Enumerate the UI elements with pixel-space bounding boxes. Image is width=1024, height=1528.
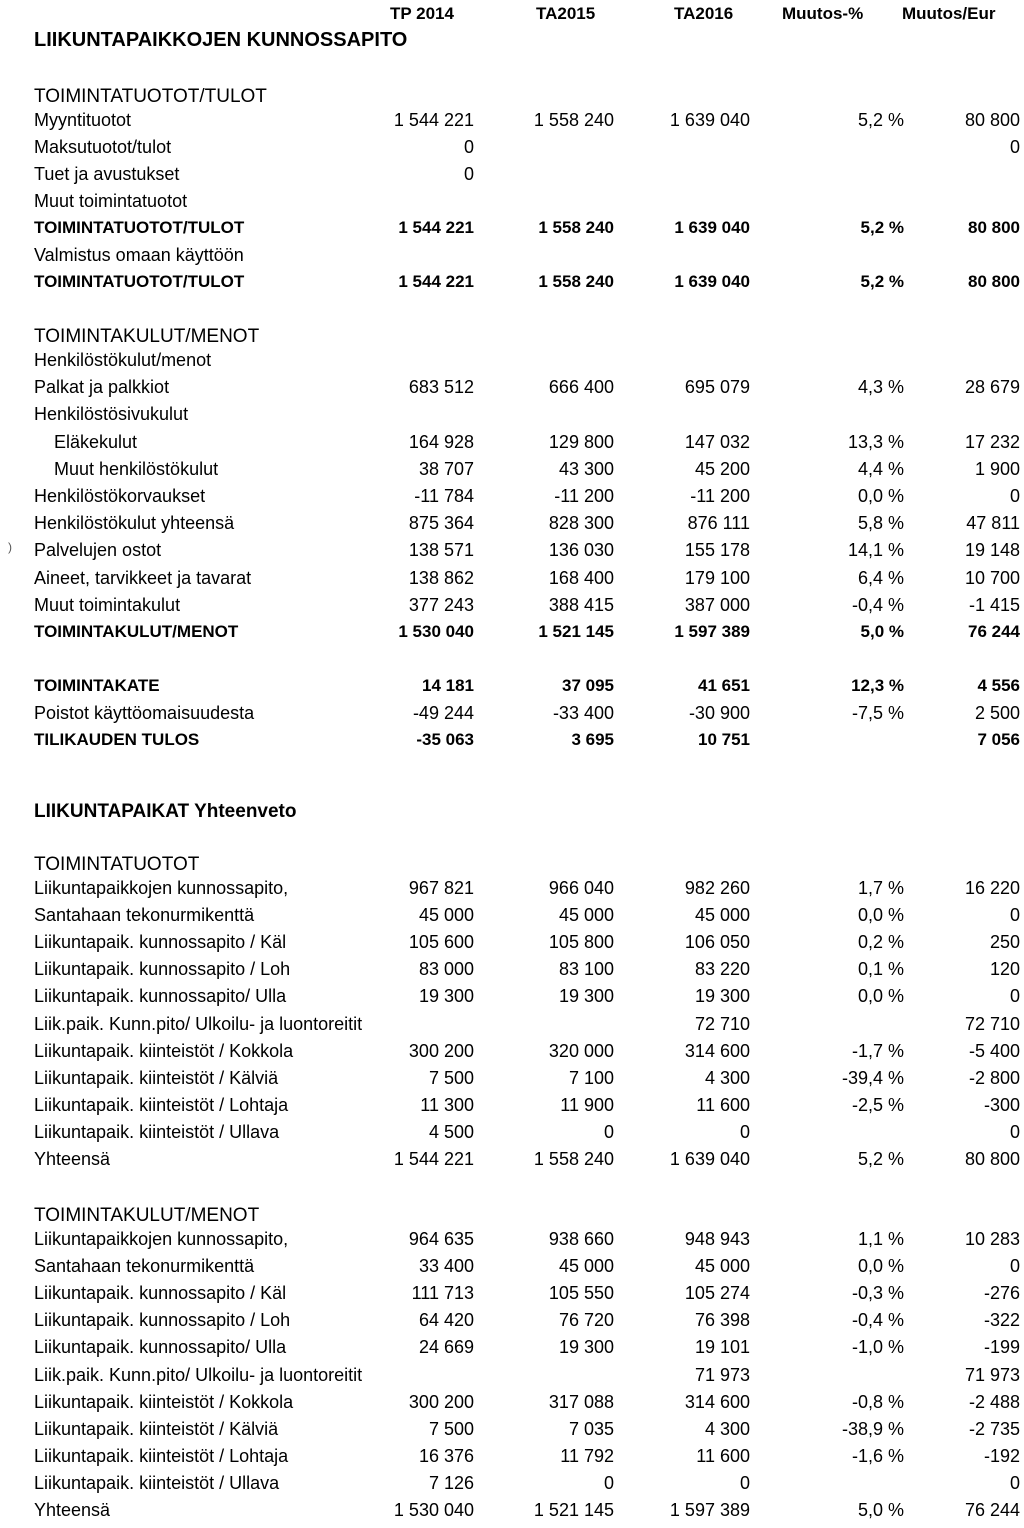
cell-c1: 33 400 (418, 1256, 474, 1277)
cell-c3: 106 050 (684, 932, 750, 953)
cell-c3: 4 300 (704, 1418, 750, 1439)
col-header-ta2015: TA2015 (536, 4, 596, 23)
cell-c5: 80 800 (964, 110, 1020, 130)
table-row (0, 730, 1024, 758)
row-label: Liikuntapaik. kiinteistöt / Ullava (34, 1472, 280, 1493)
cell-c4: 4,4 % (857, 458, 904, 479)
cell-c5: 80 800 (968, 272, 1020, 291)
cell-c3: 179 100 (684, 567, 750, 588)
row-label: Liikuntapaikkojen kunnossapito, (34, 878, 289, 898)
cell-c3: 83 220 (694, 959, 750, 980)
cell-c2: 1 558 240 (538, 218, 614, 237)
cell-c1: -11 784 (414, 486, 474, 506)
row-label: Valmistus omaan käyttöön (34, 245, 244, 265)
cell-c1: 377 243 (408, 594, 474, 615)
row-label: Palvelujen ostot (34, 540, 162, 561)
row-label: TOIMINTAKATE (34, 676, 160, 695)
table-row (0, 622, 1024, 650)
cell-c5: 0 (1009, 905, 1020, 926)
cell-c3: 982 260 (684, 878, 750, 898)
cell-c4: 4,3 % (857, 377, 904, 398)
table-row (0, 1149, 1024, 1177)
cell-c4: 5,0 % (857, 1500, 904, 1520)
cell-c2: 3 695 (571, 730, 614, 749)
cell-c4: 0,2 % (857, 932, 904, 953)
table-row (0, 676, 1024, 704)
row-label: Liikuntapaik. kunnossapito / Loh (34, 959, 291, 980)
cell-c3: 1 597 389 (674, 622, 750, 641)
row-label: Myyntituotot (34, 110, 132, 130)
summary-expense-title: TOIMINTAKULUT/MENOT (34, 1205, 260, 1226)
cell-c1: 1 544 221 (398, 272, 474, 291)
table-row (0, 459, 1024, 487)
cell-c5: 0 (1009, 1472, 1020, 1493)
cell-c4: 5,2 % (860, 218, 904, 237)
table-row (0, 377, 1024, 405)
cell-c3: 0 (739, 1472, 750, 1493)
row-label: Liikuntapaik. kunnossapito / Loh (34, 1310, 291, 1331)
cell-c2: 0 (603, 1472, 614, 1493)
cell-c4: 0,0 % (857, 905, 904, 926)
table-row (0, 1365, 1024, 1393)
cell-c2: 37 095 (562, 676, 614, 695)
cell-c3: 45 000 (694, 1256, 750, 1277)
cell-c4: -1,0 % (851, 1337, 904, 1358)
table-row (0, 1095, 1024, 1123)
cell-c1: -49 244 (412, 703, 474, 723)
cell-c3: -30 900 (688, 703, 750, 723)
cell-c3: 10 751 (698, 730, 750, 749)
cell-c3: 948 943 (684, 1229, 750, 1249)
row-label: Liikuntapaik. kunnossapito / Käl (34, 1283, 287, 1304)
cell-c1: 0 (463, 164, 474, 184)
cell-c1: 11 300 (420, 1094, 474, 1115)
cell-c5: 7 056 (977, 730, 1020, 749)
row-label: Muut toimintatuotot (34, 191, 188, 211)
page-title: LIIKUNTAPAIKKOJEN KUNNOSSAPITO (34, 29, 408, 51)
cell-c1: 7 500 (428, 1418, 474, 1439)
cell-c1: 138 571 (408, 540, 474, 561)
table-row (0, 110, 1024, 138)
table-row (0, 1014, 1024, 1042)
cell-c3: 41 651 (698, 676, 750, 695)
cell-c4: 5,8 % (857, 513, 904, 534)
cell-c5: 17 232 (964, 431, 1020, 452)
cell-c5: 0 (1009, 1256, 1020, 1277)
col-header-change-eur: Muutos/Eur (902, 4, 996, 23)
cell-c5: 0 (1009, 1121, 1020, 1142)
cell-c3: 4 300 (704, 1067, 750, 1088)
cell-c3: 314 600 (684, 1040, 750, 1061)
cell-c1: 300 200 (408, 1040, 474, 1061)
cell-c4: -1,7 % (851, 1040, 904, 1061)
row-label: Liikuntapaik. kiinteistöt / Kälviä (34, 1067, 279, 1088)
col-header-change-pct: Muutos-% (782, 4, 864, 23)
table-row (0, 1041, 1024, 1069)
cell-c1: 1 530 040 (398, 622, 474, 641)
col-header-ta2016: TA2016 (674, 4, 734, 23)
cell-c4: 12,3 % (851, 676, 904, 695)
cell-c3: 19 101 (694, 1337, 750, 1358)
row-label: Liikuntapaik. kiinteistöt / Kokkola (34, 1391, 294, 1412)
cell-c1: 1 544 221 (393, 110, 474, 130)
cell-c5: 2 500 (974, 703, 1020, 723)
cell-c1: -35 063 (416, 730, 474, 749)
table-row (0, 1229, 1024, 1257)
table-row (0, 1256, 1024, 1284)
cell-c3: 1 639 040 (669, 110, 750, 130)
cell-c3: 105 274 (684, 1283, 750, 1304)
cell-c4: -2,5 % (851, 1094, 904, 1115)
row-label: Muut henkilöstökulut (54, 458, 219, 479)
cell-c2: 7 035 (568, 1418, 614, 1439)
cell-c3: 19 300 (694, 986, 750, 1007)
table-row (0, 191, 1024, 219)
cell-c2: 11 792 (560, 1445, 614, 1466)
cell-c2: 1 558 240 (533, 110, 614, 130)
cell-c2: 317 088 (548, 1391, 614, 1412)
cell-c1: 164 928 (408, 431, 474, 452)
cell-c1: 45 000 (418, 905, 474, 926)
row-label: Yhteensä (34, 1500, 111, 1520)
row-label: Poistot käyttöomaisuudesta (34, 703, 255, 723)
cell-c3: 155 178 (684, 540, 750, 561)
table-row (0, 1068, 1024, 1096)
cell-c2: 388 415 (548, 594, 614, 615)
cell-c2: 105 800 (548, 932, 614, 953)
cell-c3: 71 973 (694, 1364, 750, 1385)
cell-c5: 0 (1009, 486, 1020, 506)
cell-c5: -322 (983, 1310, 1020, 1331)
table-row (0, 1310, 1024, 1338)
row-label: Santahaan tekonurmikenttä (34, 1256, 255, 1277)
table-row (0, 959, 1024, 987)
cell-c4: -38,9 % (841, 1418, 904, 1439)
cell-c1: 38 707 (418, 458, 474, 479)
cell-c1: 7 126 (428, 1472, 474, 1493)
cell-c4: 14,1 % (847, 540, 904, 561)
cell-c1: 83 000 (418, 959, 474, 980)
row-label: Liikuntapaik. kunnossapito/ Ulla (34, 986, 287, 1007)
row-label: Muut toimintakulut (34, 594, 181, 615)
cell-c5: 120 (989, 959, 1020, 980)
row-label: TOIMINTAKULUT/MENOT (34, 622, 239, 641)
row-label: Santahaan tekonurmikenttä (34, 905, 255, 926)
cell-c3: 1 639 040 (674, 272, 750, 291)
table-row (0, 245, 1024, 273)
col-header-tp2014: TP 2014 (390, 4, 454, 23)
cell-c3: 695 079 (684, 377, 750, 398)
cell-c3: 387 000 (684, 594, 750, 615)
cell-c5: 10 283 (964, 1229, 1020, 1249)
cell-c4: 1,1 % (857, 1229, 904, 1249)
row-label: Maksutuotot/tulot (34, 137, 172, 157)
cell-c5: -5 400 (968, 1040, 1020, 1061)
cell-c4: 0,1 % (857, 959, 904, 980)
table-row (0, 540, 1024, 568)
row-label: Liikuntapaik. kiinteistöt / Lohtaja (34, 1094, 289, 1115)
cell-c5: -1 415 (968, 594, 1020, 615)
cell-c3: 72 710 (694, 1013, 750, 1034)
cell-c3: 11 600 (696, 1445, 750, 1466)
cell-c4: -0,4 % (851, 1310, 904, 1331)
cell-c5: 0 (1009, 986, 1020, 1007)
cell-c5: -276 (983, 1283, 1020, 1304)
table-row (0, 1122, 1024, 1150)
cell-c2: 666 400 (548, 377, 614, 398)
cell-c5: -300 (983, 1094, 1020, 1115)
cell-c1: 683 512 (408, 377, 474, 398)
cell-c3: 876 111 (687, 513, 750, 534)
cell-c4: 5,2 % (860, 272, 904, 291)
table-row (0, 1500, 1024, 1528)
table-row (0, 703, 1024, 731)
cell-c3: 76 398 (694, 1310, 750, 1331)
cell-c5: -2 488 (968, 1391, 1020, 1412)
cell-c1: 1 544 221 (398, 218, 474, 237)
cell-c2: 43 300 (558, 458, 614, 479)
cell-c2: 0 (603, 1121, 614, 1142)
row-label: TILIKAUDEN TULOS (34, 730, 200, 749)
table-row (0, 164, 1024, 192)
table-row (0, 932, 1024, 960)
cell-c1: 4 500 (428, 1121, 474, 1142)
table-row (0, 486, 1024, 514)
cell-c5: -2 800 (968, 1067, 1020, 1088)
cell-c2: 136 030 (548, 540, 614, 561)
cell-c4: 0,0 % (857, 486, 904, 506)
cell-c5: 10 700 (964, 567, 1020, 588)
table-row (0, 350, 1024, 378)
cell-c1: 105 600 (408, 932, 474, 953)
row-label: Liik.paik. Kunn.pito/ Ulkoilu- ja luontoreitit (34, 1364, 363, 1385)
cell-c1: 64 420 (418, 1310, 474, 1331)
cell-c1: 16 376 (418, 1445, 474, 1466)
table-row (0, 986, 1024, 1014)
cell-c4: -39,4 % (841, 1067, 904, 1088)
row-label: TOIMINTATUOTOT/TULOT (34, 272, 245, 291)
row-label: Liikuntapaikkojen kunnossapito, (34, 1229, 289, 1249)
cell-c2: 828 300 (548, 513, 614, 534)
cell-c3: 0 (739, 1121, 750, 1142)
cell-c2: 19 300 (558, 1337, 614, 1358)
row-label: Liikuntapaik. kiinteistöt / Kälviä (34, 1418, 279, 1439)
row-label: Tuet ja avustukset (34, 164, 180, 184)
cell-c1: 300 200 (408, 1391, 474, 1412)
cell-c5: 1 900 (974, 458, 1020, 479)
table-row (0, 1473, 1024, 1501)
cell-c2: 45 000 (558, 1256, 614, 1277)
margin-mark: ) (8, 540, 12, 554)
cell-c2: 19 300 (558, 986, 614, 1007)
table-row (0, 905, 1024, 933)
table-row (0, 878, 1024, 906)
cell-c4: 6,4 % (857, 567, 904, 588)
cell-c2: 1 521 145 (533, 1500, 614, 1520)
cell-c3: 1 597 389 (669, 1500, 750, 1520)
cell-c5: 80 800 (964, 1149, 1020, 1169)
cell-c4: -7,5 % (851, 703, 904, 723)
cell-c3: 314 600 (684, 1391, 750, 1412)
cell-c3: -11 200 (690, 486, 750, 506)
cell-c1: 24 669 (418, 1337, 474, 1358)
cell-c1: 7 500 (428, 1067, 474, 1088)
table-row (0, 1392, 1024, 1420)
cell-c3: 45 000 (694, 905, 750, 926)
cell-c2: 76 720 (558, 1310, 614, 1331)
cell-c5: 71 973 (964, 1364, 1020, 1385)
cell-c4: 1,7 % (857, 878, 904, 898)
cell-c5: 80 800 (968, 218, 1020, 237)
row-label: Liikuntapaik. kiinteistöt / Lohtaja (34, 1445, 289, 1466)
row-label: Liik.paik. Kunn.pito/ Ulkoilu- ja luontoreitit (34, 1013, 363, 1034)
cell-c5: 28 679 (964, 377, 1020, 398)
cell-c5: -2 735 (968, 1418, 1020, 1439)
table-row (0, 272, 1024, 300)
cell-c4: -0,4 % (851, 594, 904, 615)
cell-c2: 1 521 145 (538, 622, 614, 641)
summary-title: LIIKUNTAPAIKAT Yhteenveto (34, 801, 297, 822)
cell-c1: 1 544 221 (393, 1149, 474, 1169)
row-label: Aineet, tarvikkeet ja tavarat (34, 567, 252, 588)
cell-c1: 19 300 (418, 986, 474, 1007)
cell-c5: 47 811 (966, 513, 1020, 534)
cell-c5: 76 244 (968, 622, 1020, 641)
table-row (0, 1419, 1024, 1447)
cell-c2: 966 040 (548, 878, 614, 898)
cell-c4: -0,3 % (851, 1283, 904, 1304)
cell-c2: 1 558 240 (533, 1149, 614, 1169)
cell-c2: 11 900 (560, 1094, 614, 1115)
table-row (0, 218, 1024, 246)
cell-c1: 967 821 (408, 878, 474, 898)
cell-c2: 83 100 (558, 959, 614, 980)
cell-c2: 320 000 (548, 1040, 614, 1061)
table-row (0, 1446, 1024, 1474)
cell-c2: 105 550 (548, 1283, 614, 1304)
row-label: Liikuntapaik. kunnossapito / Käl (34, 932, 287, 953)
row-label: Palkat ja palkkiot (34, 377, 170, 398)
row-label: Liikuntapaik. kunnossapito/ Ulla (34, 1337, 287, 1358)
cell-c1: 138 862 (408, 567, 474, 588)
cell-c5: 76 244 (964, 1500, 1020, 1520)
cell-c5: 0 (1009, 137, 1020, 157)
cell-c4: 0,0 % (857, 1256, 904, 1277)
cell-c1: 111 713 (411, 1283, 474, 1304)
section-title-income: TOIMINTATUOTOT/TULOT (34, 86, 267, 107)
row-label: Liikuntapaik. kiinteistöt / Ullava (34, 1121, 280, 1142)
cell-c2: -33 400 (552, 703, 614, 723)
cell-c3: 1 639 040 (669, 1149, 750, 1169)
cell-c3: 11 600 (696, 1094, 750, 1115)
cell-c4: 5,2 % (857, 110, 904, 130)
row-label: Yhteensä (34, 1149, 111, 1169)
cell-c5: 250 (989, 932, 1020, 953)
cell-c2: 1 558 240 (538, 272, 614, 291)
cell-c1: 964 635 (408, 1229, 474, 1249)
cell-c1: 0 (463, 137, 474, 157)
table-row (0, 432, 1024, 460)
cell-c5: -192 (983, 1445, 1020, 1466)
cell-c4: 0,0 % (857, 986, 904, 1007)
row-label: Henkilöstökorvaukset (34, 486, 206, 506)
cell-c2: 7 100 (568, 1067, 614, 1088)
cell-c5: 4 556 (977, 676, 1020, 695)
summary-income-title: TOIMINTATUOTOT (34, 854, 200, 875)
table-row (0, 513, 1024, 541)
row-label: Henkilöstösivukulut (34, 404, 189, 425)
cell-c5: 72 710 (964, 1013, 1020, 1034)
section-title-expenses: TOIMINTAKULUT/MENOT (34, 326, 260, 347)
cell-c2: 45 000 (558, 905, 614, 926)
cell-c1: 14 181 (422, 676, 474, 695)
cell-c2: -11 200 (554, 486, 614, 506)
table-row (0, 568, 1024, 596)
cell-c2: 938 660 (548, 1229, 614, 1249)
table-row (0, 595, 1024, 623)
cell-c4: -0,8 % (851, 1391, 904, 1412)
cell-c4: 5,0 % (860, 622, 904, 641)
table-row (0, 137, 1024, 165)
row-label: Liikuntapaik. kiinteistöt / Kokkola (34, 1040, 294, 1061)
cell-c4: -1,6 % (851, 1445, 904, 1466)
cell-c5: -199 (983, 1337, 1020, 1358)
table-row (0, 404, 1024, 432)
table-row (0, 1283, 1024, 1311)
cell-c1: 875 364 (408, 513, 474, 534)
cell-c1: 1 530 040 (393, 1500, 474, 1520)
row-label: Henkilöstökulut/menot (34, 350, 212, 370)
cell-c3: 147 032 (684, 431, 750, 452)
cell-c2: 129 800 (548, 431, 614, 452)
cell-c2: 168 400 (548, 567, 614, 588)
row-label: Eläkekulut (54, 431, 138, 452)
row-label: Henkilöstökulut yhteensä (34, 513, 235, 534)
cell-c3: 1 639 040 (674, 218, 750, 237)
row-label: TOIMINTATUOTOT/TULOT (34, 218, 245, 237)
cell-c4: 13,3 % (847, 431, 904, 452)
cell-c5: 16 220 (964, 878, 1020, 898)
cell-c5: 19 148 (964, 540, 1020, 561)
cell-c4: 5,2 % (857, 1149, 904, 1169)
table-row (0, 1337, 1024, 1365)
cell-c3: 45 200 (694, 458, 750, 479)
